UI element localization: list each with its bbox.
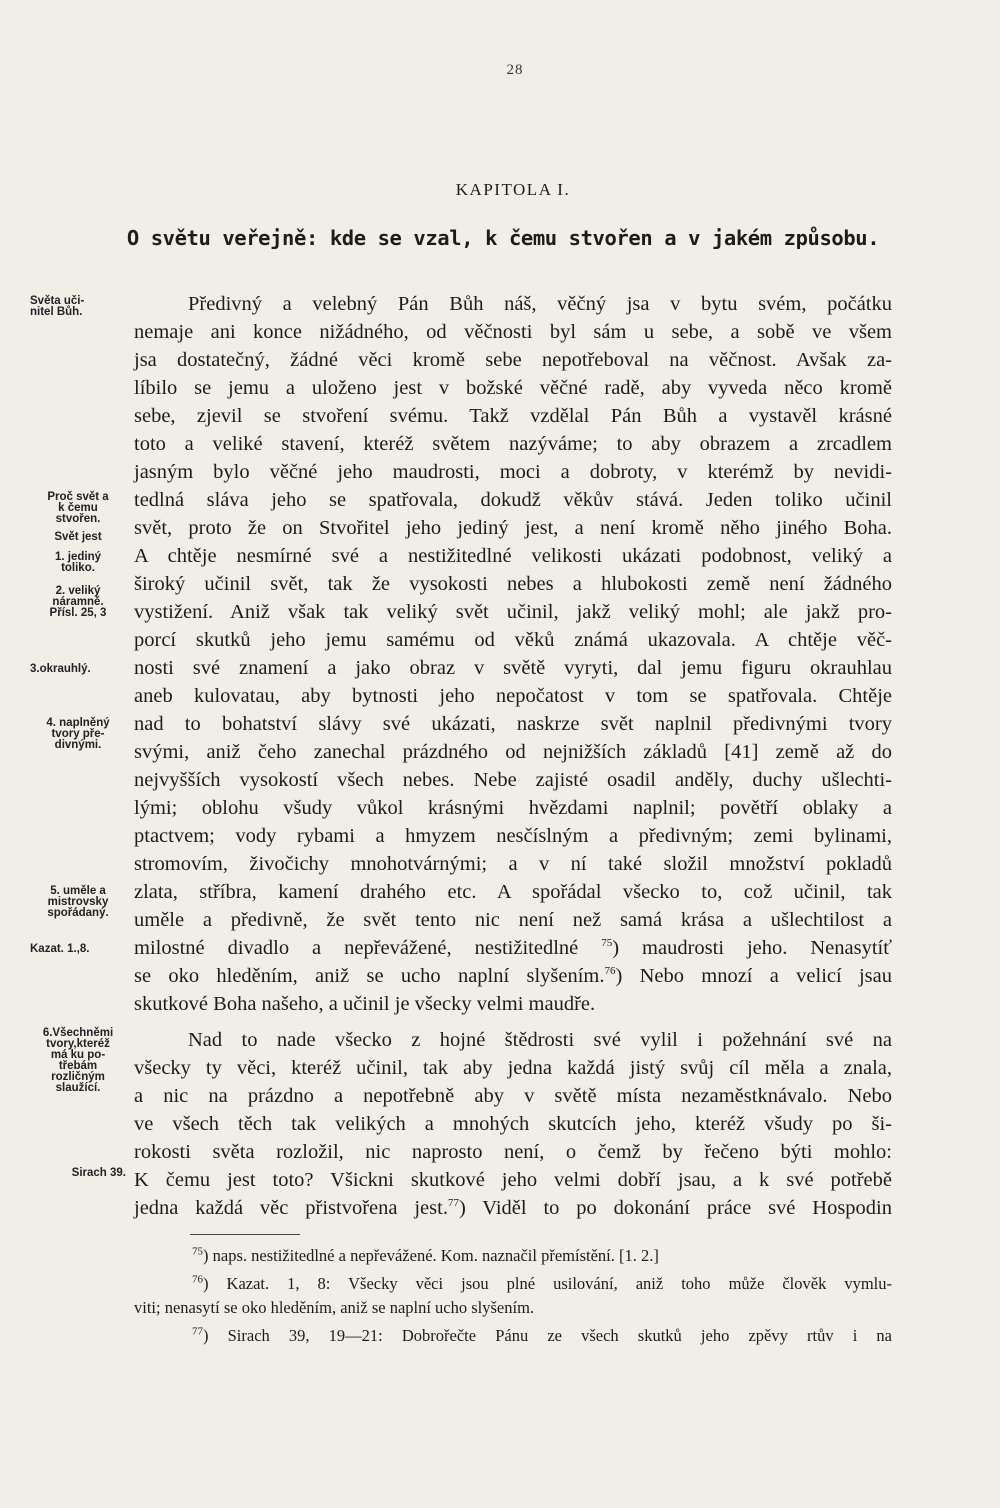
body-line: uměle a předivně, že svět tento nic není než samá krása a ušlechtilost a [134, 909, 892, 931]
body-line: nosti své znamení a jako obraz v světě vyryti, dal jemu figuru okrauhlau [134, 657, 892, 679]
footnote-marker: 77 [192, 1325, 203, 1338]
body-text: ) maudrosti jeho. Nenasytíť [612, 937, 893, 959]
body-line: aneb kulovatau, aby bytnosti jeho nepočatost v tom se spatřovala. Chtěje [134, 685, 892, 707]
margin-note-line: Svět jest [54, 531, 102, 543]
body-line: K čemu jest toto? Všickni skutkové jeho velmi dobří jsau, a k své potřebě [134, 1169, 892, 1191]
margin-note-line: náramně. [52, 596, 104, 608]
footnote-ref: 76 [604, 965, 616, 978]
margin-note [30, 586, 126, 619]
body-line: A chtěje nesmírné své a nestižitedlné velikosti ukázati podobnost, veliký a [134, 545, 892, 567]
body-line: a nic na prázdno a nepotřebně aby v světě místa nezaměstknávalo. Nebo [134, 1085, 892, 1107]
footnote-marker: 75 [192, 1245, 203, 1258]
body-text: se oko hleděním, aniž se ucho naplní slyšením. [134, 965, 605, 987]
margin-note-line: slaužící. [55, 1082, 101, 1094]
margin-note-line: 3.okrauhlý. [30, 663, 91, 675]
margin-note [30, 296, 126, 318]
body-text: ) Nebo mnozí a velicí jsau [615, 965, 892, 987]
footnote: viti; nenasytí se oko hleděním, aniž se naplní ucho slyšením. [134, 1298, 535, 1317]
margin-note-line: k čemu [58, 502, 98, 514]
body-line: toto a veliké stavení, kteréž světem nazýváme; to aby obrazem a zrcadlem [134, 433, 892, 455]
margin-note-line: 1. jediný [54, 551, 102, 563]
footnote: $^{75}$) naps. nestižitedlné a nepřevážené. Kom. naznačil přemístění. [1. 2.] [192, 1245, 659, 1265]
footnote-marker: 76 [192, 1273, 203, 1286]
margin-note-line: tvory,kteréž [46, 1038, 110, 1050]
footnote: $^{76}$) Kazat. 1, 8: Všecky věci jsou plné usilování, aniž toho může člověk vymlu- [192, 1273, 893, 1293]
margin-note [30, 492, 126, 525]
body-line: zlata, stříbra, kamení drahého etc. A spořádal všecko to, což učinil, tak [134, 881, 892, 903]
body-line: tedlná sláva jeho se spatřovala, dokudž věkův stává. Jeden toliko učinil [134, 489, 892, 511]
body-text: milostné divadlo a nepřevážené, nestižitedlné [134, 937, 579, 959]
margin-note-line: divnými. [54, 739, 102, 751]
body-line: vystižení. Aniž však tak veliký svět učinil, jakž veliký mohl; ale jakž pro- [134, 601, 892, 623]
margin-note [30, 886, 126, 919]
body-line: nemaje ani konce nižádného, od věčnosti byl sám u sebe, a sobě ve všem [134, 321, 892, 343]
margin-note-line: Proč svět a [47, 491, 109, 503]
margin-note-line: Sirach 39. [71, 1167, 126, 1179]
margin-note-line: 2. veliký [55, 585, 101, 597]
body-line [134, 962, 892, 990]
body-line: stromovím, živočichy mnohotvárnými; a v ní také složil množství pokladů [134, 853, 892, 875]
body-line [134, 1194, 892, 1222]
body-line: líbilo se jemu a uloženo jest v božské věčné radě, aby vyveda něco kromě [134, 377, 892, 399]
margin-note-line: rozličným [51, 1071, 105, 1083]
margin-note-line: nitel Bůh. [30, 306, 83, 318]
chapter-title: O světu veřejně: kde se vzal, k čemu stvořen a v jakém způsobu. [126, 226, 880, 250]
margin-note-line: 4. naplněný [46, 717, 110, 729]
page-number: 28 [506, 62, 524, 78]
chapter-label: KAPITOLA I. [455, 180, 571, 199]
body-line: svými, aniž čeho zanechal prázdného od nejnižších základů [41] země až do [134, 741, 892, 763]
margin-note-line: spořádaný. [47, 907, 109, 919]
margin-note-line: Přísl. 25, 3 [49, 607, 107, 619]
body-line: porcí skutků jeho jemu samému od věků známá ukazovala. A chtěje věč- [134, 629, 892, 651]
body-line: široký učinil svět, tak že vysokosti nebes a hlubokosti země není žádného [134, 573, 892, 595]
footnote-ref: 77 [447, 1197, 459, 1210]
body-line: všecky ty věci, kteréž učinil, tak aby jedna každá jistý svůj cíl měla a znala, [134, 1057, 892, 1079]
margin-note [30, 552, 126, 574]
body-line [134, 934, 892, 962]
body-line: skutkové Boha našeho, a učinil je všecky velmi maudře. [134, 993, 596, 1015]
body-line: lými; oblohu všudy vůkol krásnými hvězdami naplnil; povětří oblaky a [134, 797, 892, 819]
margin-note [30, 1168, 126, 1179]
body-line: Nad to nade všecko z hojné štědrosti své vylil i požehnání své na [188, 1029, 892, 1051]
margin-note-line: mistrovsky [47, 896, 109, 908]
margin-note-line: 6.Všechněmi [42, 1027, 114, 1039]
body-line: sebe, zjevil se stvoření svému. Takž vzdělal Pán Bůh a vystavěl krásné [134, 405, 892, 427]
margin-note-line: Světa uči- [30, 295, 85, 307]
body-line: Předivný a velebný Pán Bůh náš, věčný jsa v bytu svém, počátku [188, 293, 892, 315]
footnote-ref: 75 [601, 937, 613, 950]
body-line: jsa dostatečný, žádné věci kromě sebe nepotřeboval na věčnost. Avšak za- [134, 349, 892, 371]
footnote-text: naps. nestižitedlné a nepřevážené. Kom. naznačil přemístění. [1. 2.] [212, 1246, 659, 1265]
margin-note [30, 718, 126, 751]
body-line: nad to bohatství slávy své ukázati, naskrze svět naplnil předivnými tvory [134, 713, 892, 735]
body-line: svět, proto že on Stvořitel jeho jediný jest, a není kromě něho jiného Boha. [134, 517, 892, 539]
margin-note-line: toliko. [61, 562, 95, 574]
margin-note-line: stvořen. [55, 513, 101, 525]
margin-note-line: třebám [58, 1060, 98, 1072]
margin-note [30, 1028, 126, 1094]
margin-note-line: Kazat. 1.,8. [30, 943, 90, 955]
margin-note [30, 532, 126, 543]
body-line: ve všech těch tak velikých a mnohých skutcích jeho, kteréž všudy po ši- [134, 1113, 892, 1135]
body-line: ptactvem; vody rybami a hmyzem nesčíslným a předivným; zemi bylinami, [134, 825, 892, 847]
footnote: $^{77}$) Sirach 39, 19—21: Dobrořečte Pánu ze všech skutků jeho zpěvy rtův i na [192, 1325, 892, 1345]
margin-note [30, 664, 126, 675]
footnote-text: Kazat. 1, 8: Všecky věci jsou plné usilování, aniž toho může člověk vymlu- [226, 1274, 893, 1293]
body-line: jasným bylo věčné jeho maudrosti, moci a dobroty, v kterémž by nevidi- [134, 461, 892, 483]
margin-note-line: 5. uměle a [50, 885, 106, 897]
body-text: jedna každá věc přistvořena jest. [134, 1197, 448, 1219]
body-line: nejvyšších vysokostí všech nebes. Nebe zajisté osadil anděly, duchy ušlechti- [134, 769, 892, 791]
footnote-rule [190, 1234, 300, 1235]
margin-note-line: má ku po- [50, 1049, 106, 1061]
footnote-text: Sirach 39, 19—21: Dobrořečte Pánu ze všech skutků jeho zpěvy rtův i na [227, 1326, 892, 1345]
margin-note [30, 944, 126, 955]
body-text: ) Viděl to po dokonání práce své Hospodin [458, 1197, 893, 1219]
margin-note-line: tvory pře- [51, 728, 105, 740]
body-line: rokosti světa rozložil, nic naprosto není, o čemž by řečeno býti mohlo: [134, 1141, 892, 1163]
